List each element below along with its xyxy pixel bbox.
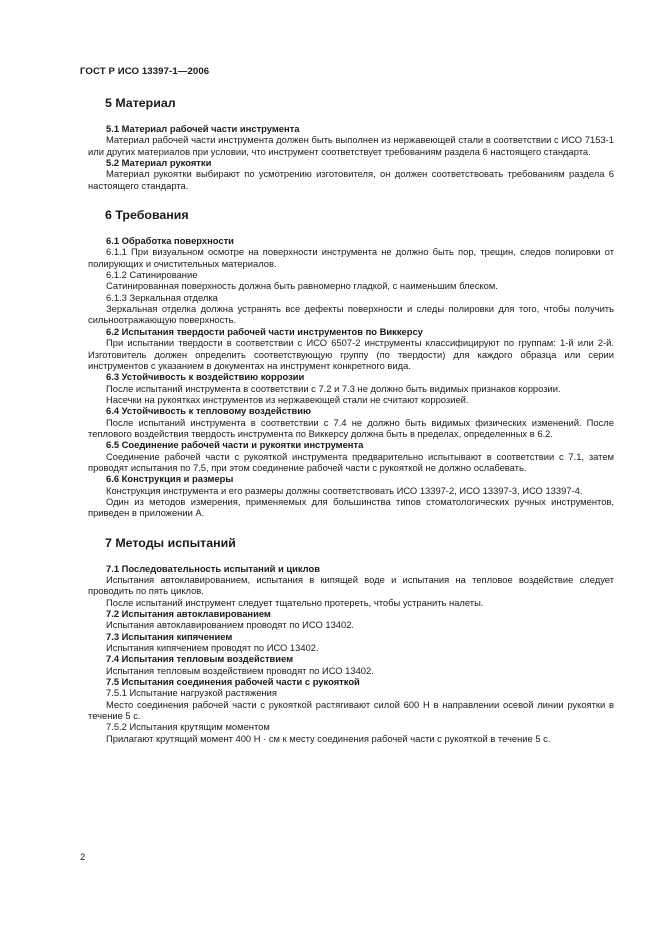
- clause-7-2-text: Испытания автоклавированием проводят по ИСО 13402.: [106, 619, 355, 631]
- clause-6-3-text-2: Насечки на рукоятках инструментов из нержавеющей стали не считают коррозией.: [106, 393, 469, 405]
- clause-6-2-text: При испытании твердости в соответствии с ИСО 6507-2 инструменты классифицируют по группам: 1-й или 2-й. Изготовитель должен определить соответствующую группу (по твердости) для каждого образца или серии инструментов с указанием в документах на инструмент конкретного вида.: [88, 337, 614, 371]
- clause-7-3-text: Испытания кипячением проводят по ИСО 13402.: [106, 642, 319, 654]
- clause-7-5-2-text: Прилагают крутящий момент 400 Н · см к месту соединения рабочей части с рукояткой в течение 5 с.: [106, 732, 551, 744]
- section-5-heading: 5 Материал: [105, 96, 176, 110]
- clause-6-6-text-2: Один из методов измерения, применяемых для большинства типов стоматологических ручных инструментов, приведен в приложении А.: [88, 495, 614, 519]
- clause-7-5-1-heading: 7.5.1 Испытание нагрузкой растяжения: [106, 687, 277, 699]
- clause-7-3-heading: 7.3 Испытания кипячением: [106, 630, 233, 642]
- clause-7-5-1-text: Место соединения рабочей части с рукояткой растягивают силой 600 Н в направлении осевой линии рукоятки в течение 5 с.: [88, 698, 614, 722]
- section-7-heading: 7 Методы испытаний: [105, 535, 236, 550]
- clause-6-2-heading: 6.2 Испытания твердости рабочей части инструментов по Виккерсу: [106, 325, 423, 337]
- clause-7-4-text: Испытания тепловым воздействием проводят по ИСО 13402.: [106, 664, 374, 676]
- clause-7-4-heading: 7.4 Испытания тепловым воздействием: [106, 653, 294, 665]
- clause-7-1-text-1: Испытания автоклавированием, испытания в кипящей воде и испытания на тепловое воздействие следует проводить по пять циклов.: [88, 574, 614, 597]
- clause-7-1-text-2: После испытаний инструмент следует тщательно протереть, чтобы устранить налеты.: [106, 596, 484, 608]
- clause-5-2-heading: 5.2 Материал рукоятки: [106, 157, 212, 169]
- document-body: [88, 96, 614, 744]
- clause-6-5-text: Соединение рабочей части с рукояткой инструмента предварительно испытывают в соответствии с 7.1, затем проводят испытания по 7.5, при этом соединение рабочей части с рукояткой не должно ослабевать.: [88, 450, 614, 473]
- clause-6-1-2-heading: 6.1.2 Сатинирование: [106, 269, 198, 281]
- clause-6-1-3-heading: 6.1.3 Зеркальная отделка: [106, 291, 218, 303]
- clause-5-2-text: Материал рукоятки выбирают по усмотрению изготовителя, он должен соответствовать требованиям раздела 6 настоящего стандарта.: [88, 168, 614, 191]
- clause-6-4-heading: 6.4 Устойчивость к тепловому воздействию: [106, 405, 312, 417]
- document-header: ГОСТ Р ИСО 13397-1—2006: [80, 66, 210, 77]
- clause-7-5-heading: 7.5 Испытания соединения рабочей части с рукояткой: [106, 676, 360, 688]
- clause-6-1-3-text: Зеркальная отделка должна устранять все дефекты поверхности и следы полировки для того, чтобы получить сильноотражающую поверхность.: [88, 303, 614, 326]
- clause-6-3-heading: 6.3 Устойчивость к воздействию коррозии: [106, 371, 305, 383]
- clause-6-5-heading: 6.5 Соединение рабочей части и рукоятки инструмента: [106, 439, 364, 451]
- clause-6-6-heading: 6.6 Конструкция и размеры: [106, 473, 234, 485]
- clause-7-5-2-heading: 7.5.2 Испытания крутящим моментом: [106, 721, 270, 733]
- clause-5-1-text: Материал рабочей части инструмента должен быть выполнен из нержавеющей стали в соответствии с ИСО 7153-1 или других материалов при условии, что инструмент соответствует требованиям раздела 6 настоящего стандарта.: [88, 134, 614, 157]
- clause-6-4-text: После испытаний инструмента в соответствии с 7.4 не должно быть видимых физических изменений. После теплового воздействия твердость инструмента по Виккерсу должна быть в пределах, определенных в 6.2.: [88, 416, 614, 439]
- clause-7-2-heading: 7.2 Испытания автоклавированием: [106, 608, 271, 620]
- clause-6-1-heading: 6.1 Обработка поверхности: [106, 235, 234, 247]
- page-number: 2: [80, 851, 86, 862]
- clause-6-1-2-text: Сатинированная поверхность должна быть равномерно гладкой, с наименьшим блеском.: [106, 280, 498, 292]
- clause-6-1-1-text: 6.1.1 При визуальном осмотре на поверхности инструмента не должно быть пор, трещин, следов полировки от полирующих и очистительных материалов.: [88, 246, 614, 269]
- clause-5-1-heading: 5.1 Материал рабочей части инструмента: [106, 123, 300, 134]
- clause-6-6-text-1: Конструкция инструмента и его размеры должны соответствовать ИСО 13397-2, ИСО 13397-3, ИСО 13397-4.: [106, 484, 583, 496]
- section-6-heading: 6 Требования: [105, 208, 189, 223]
- clause-7-1-heading: 7.1 Последовательность испытаний и циклов: [106, 562, 320, 574]
- clause-6-3-text-1: После испытаний инструмента в соответствии с 7.2 и 7.3 не должно быть видимых признаков коррозии.: [106, 382, 561, 394]
